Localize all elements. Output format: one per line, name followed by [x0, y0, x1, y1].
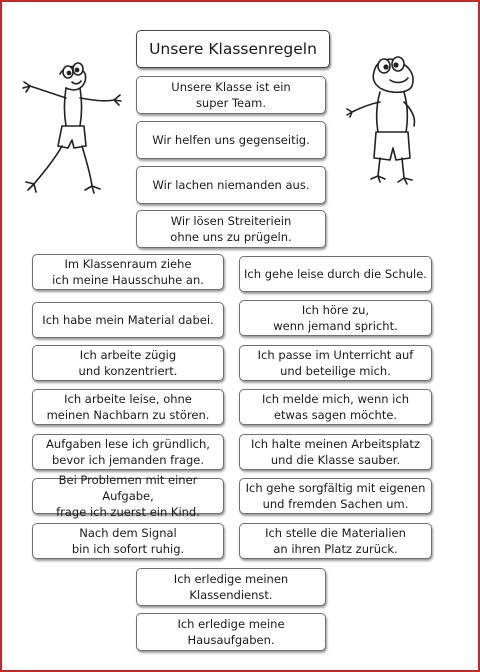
rule-card: Ich melde mich, wenn ich etwas sagen möchte. — [239, 389, 432, 425]
rule-card: Ich habe mein Material dabei. — [32, 302, 224, 338]
rule-card: Bei Problemen mit einer Aufgabe, frage ich zuerst ein Kind. — [32, 478, 224, 514]
rule-card: Aufgaben lese ich gründlich, bevor ich jemanden frage. — [32, 434, 224, 470]
rule-card: Ich gehe sorgfältig mit eigenen und fremden Sachen um. — [239, 478, 432, 514]
frog-jumping-illustration — [20, 60, 132, 210]
page-title: Unsere Klassenregeln — [136, 30, 330, 68]
rule-card: Wir lösen Streiteriein ohne uns zu prügeln. — [136, 210, 326, 248]
rule-card: Im Klassenraum ziehe ich meine Hausschuhe an. — [32, 254, 224, 290]
frog-standing-illustration — [346, 52, 446, 192]
rule-card: Ich passe im Unterricht auf und beteilige mich. — [239, 345, 432, 381]
rule-card: Ich arbeite zügig und konzentriert. — [32, 345, 224, 381]
rule-card: Unsere Klasse ist ein super Team. — [136, 76, 326, 114]
rule-card: Wir helfen uns gegenseitig. — [136, 121, 326, 159]
rule-card: Ich halte meinen Arbeitsplatz und die Klasse sauber. — [239, 434, 432, 470]
rule-card: Wir lachen niemanden aus. — [136, 166, 326, 204]
rule-card: Ich erledige meine Hausaufgaben. — [136, 613, 326, 651]
rule-card: Nach dem Signal bin ich sofort ruhig. — [32, 523, 224, 559]
rule-card: Ich erledige meinen Klassendienst. — [136, 568, 326, 606]
rule-card: Ich gehe leise durch die Schule. — [239, 256, 432, 292]
rule-card: Ich höre zu, wenn jemand spricht. — [239, 300, 432, 336]
rule-card: Ich stelle die Materialien an ihren Platz zurück. — [239, 523, 432, 559]
rule-card: Ich arbeite leise, ohne meinen Nachbarn zu stören. — [32, 389, 224, 425]
